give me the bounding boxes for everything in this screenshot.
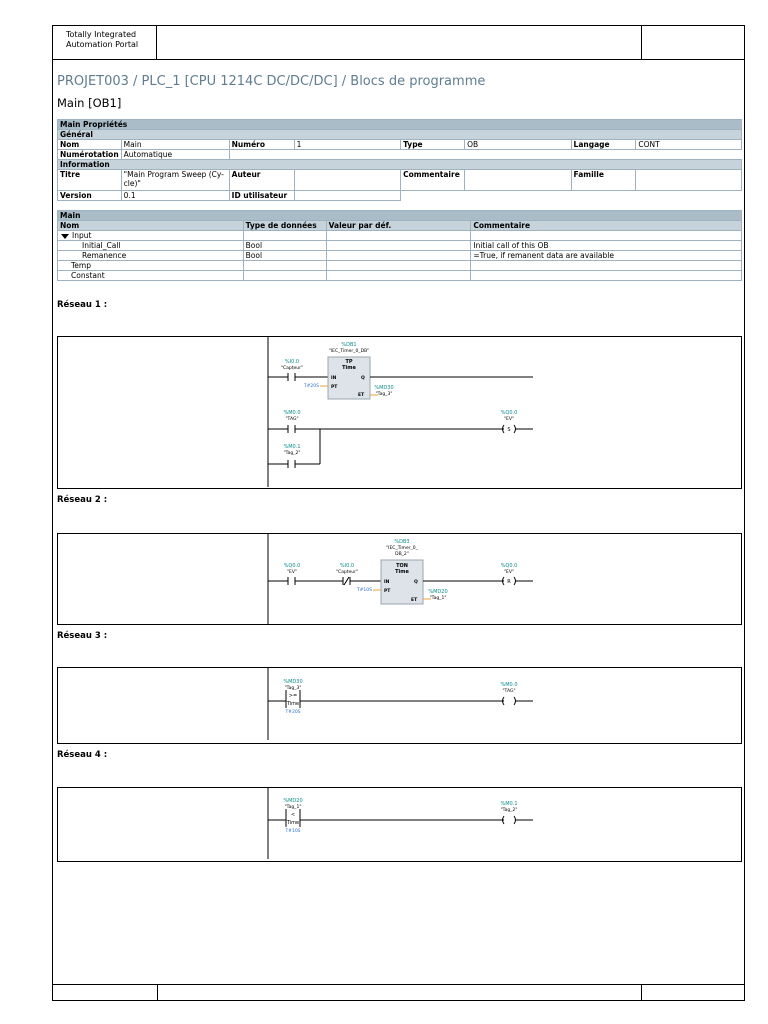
interface-row-default bbox=[326, 261, 471, 271]
version-label: Version bbox=[58, 191, 122, 201]
compare-name: "Tag_1" bbox=[284, 805, 302, 810]
network-2-panel bbox=[57, 533, 742, 625]
numerotation-value: Automatique bbox=[121, 150, 229, 160]
nom-value: Main bbox=[121, 140, 229, 150]
coil-address: %Q0.0 bbox=[500, 410, 518, 416]
interface-row-type: Bool bbox=[243, 251, 326, 261]
contact-address: %M0.1 bbox=[283, 444, 301, 450]
page-subtitle: Main [OB1] bbox=[57, 96, 122, 110]
compare-name: "Tag_3" bbox=[284, 686, 302, 691]
db-name: "IEC_Timer_0_DB" bbox=[328, 349, 370, 354]
contact-address: %Q0.0 bbox=[283, 563, 301, 569]
pin-q: Q bbox=[361, 376, 365, 381]
compare-operator: < bbox=[290, 812, 296, 818]
col-header-nom: Nom bbox=[58, 221, 244, 231]
network-3-panel bbox=[57, 667, 742, 744]
titre-label: Titre bbox=[58, 170, 122, 191]
contact-name: "Capteur" bbox=[335, 570, 359, 575]
reset-coil-symbol: R bbox=[507, 579, 511, 585]
interface-header-row bbox=[58, 221, 742, 231]
famille-label: Famille bbox=[571, 170, 636, 191]
coil-name: "TAG" bbox=[502, 689, 516, 694]
type-value: OB bbox=[465, 140, 571, 150]
block-properties-table bbox=[57, 119, 742, 201]
langage-value: CONT bbox=[636, 140, 742, 150]
properties-row bbox=[58, 191, 742, 201]
coil-address: %M0.0 bbox=[500, 682, 518, 688]
network-1-diagram bbox=[58, 337, 743, 490]
db-name: "IEC_Timer_0_ bbox=[386, 546, 418, 551]
interface-row-name[interactable]: Input bbox=[58, 231, 244, 241]
header-divider bbox=[641, 26, 642, 59]
pin-et: ET bbox=[411, 598, 418, 603]
interface-row-comment bbox=[471, 231, 742, 241]
pt-value: T#10S bbox=[356, 588, 372, 593]
coil-address: %Q0.0 bbox=[500, 563, 518, 569]
interface-row-default bbox=[326, 271, 471, 281]
interface-row-type bbox=[243, 231, 326, 241]
et-address: %MD30 bbox=[374, 385, 394, 391]
pin-pt: PT bbox=[384, 589, 391, 594]
commentaire-label: Commentaire bbox=[401, 170, 465, 191]
nom-label: Nom bbox=[58, 140, 122, 150]
network-4-label: Réseau 4 : bbox=[57, 750, 108, 760]
compare-address: %MD30 bbox=[283, 679, 303, 685]
network-4-panel bbox=[57, 787, 742, 862]
general-section-row bbox=[58, 130, 742, 140]
compare-value: T#20S bbox=[285, 710, 301, 715]
app-name-line2: Automation Portal bbox=[66, 40, 139, 49]
network-1-label: Réseau 1 : bbox=[57, 300, 108, 310]
interface-section-row bbox=[58, 211, 742, 221]
numero-value: 1 bbox=[294, 140, 400, 150]
collapse-triangle-icon[interactable] bbox=[61, 234, 69, 239]
block-interface-table bbox=[57, 210, 742, 281]
pin-et: ET bbox=[358, 393, 365, 398]
page-title: PROJET003 / PLC_1 [CPU 1214C DC/DC/DC] / Blocs de programme bbox=[57, 74, 486, 89]
pin-in: IN bbox=[384, 580, 390, 585]
famille-value bbox=[636, 170, 742, 191]
interface-row-name: Initial_Call bbox=[58, 241, 244, 251]
col-header-comment: Commentaire bbox=[471, 221, 742, 231]
et-address: %MD20 bbox=[428, 589, 448, 595]
block-subtype: Time bbox=[395, 569, 409, 575]
network-2-diagram bbox=[58, 534, 743, 626]
block-type: TP bbox=[345, 359, 353, 365]
interface-row-comment bbox=[471, 271, 742, 281]
contact-name: "TAG" bbox=[285, 417, 299, 422]
interface-row-type bbox=[243, 271, 326, 281]
app-name-line1: Totally Integrated bbox=[66, 30, 137, 39]
interface-row-type: Bool bbox=[243, 241, 326, 251]
version-value: 0.1 bbox=[121, 191, 229, 201]
table-row[interactable] bbox=[58, 231, 742, 241]
network-3-label: Réseau 3 : bbox=[57, 631, 108, 641]
pin-in: IN bbox=[331, 376, 337, 381]
interface-row-type bbox=[243, 261, 326, 271]
network-4-diagram bbox=[58, 788, 743, 863]
db-address: %DB1 bbox=[341, 342, 357, 348]
information-section-row bbox=[58, 160, 742, 170]
page-header bbox=[53, 26, 744, 60]
id-utilisateur-label: ID utilisateur bbox=[229, 191, 294, 201]
interface-row-default bbox=[326, 231, 471, 241]
properties-row bbox=[58, 170, 742, 191]
db-name: DB_2" bbox=[395, 552, 409, 557]
network-1-panel bbox=[57, 336, 742, 489]
pin-pt: PT bbox=[331, 385, 338, 390]
network-3-diagram bbox=[58, 668, 743, 745]
interface-row-name: Remanence bbox=[58, 251, 244, 261]
properties-section-row bbox=[58, 120, 742, 130]
id-utilisateur-value bbox=[294, 191, 400, 201]
compare-type: Time bbox=[286, 820, 300, 826]
et-name: "Tag_3" bbox=[375, 392, 393, 397]
compare-type: Time bbox=[286, 701, 300, 707]
set-coil-symbol: S bbox=[507, 427, 511, 433]
coil-name: "EV" bbox=[503, 417, 515, 422]
interface-row-default bbox=[326, 241, 471, 251]
footer-divider bbox=[641, 985, 642, 1001]
contact-name: "EV" bbox=[286, 570, 298, 575]
interface-row-comment bbox=[471, 261, 742, 271]
numerotation-label: Numérotation bbox=[58, 150, 122, 160]
properties-row bbox=[58, 150, 742, 160]
type-label: Type bbox=[401, 140, 465, 150]
interface-row-name: Constant bbox=[58, 271, 244, 281]
interface-row-default bbox=[326, 251, 471, 261]
compare-value: T#10S bbox=[285, 829, 301, 834]
numero-label: Numéro bbox=[229, 140, 294, 150]
pt-value: T#20S bbox=[303, 384, 319, 389]
db-address: %DB3 bbox=[394, 539, 410, 545]
network-2-label: Réseau 2 : bbox=[57, 495, 108, 505]
contact-name: "Capteur" bbox=[280, 366, 304, 371]
contact-name: "Tag_2" bbox=[283, 451, 301, 456]
auteur-label: Auteur bbox=[229, 170, 294, 191]
table-row[interactable] bbox=[58, 261, 742, 271]
et-name: "Tag_1" bbox=[429, 596, 447, 601]
app-name bbox=[53, 26, 157, 59]
interface-section-title: Main bbox=[58, 211, 742, 221]
col-header-default: Valeur par déf. bbox=[326, 221, 471, 231]
auteur-value bbox=[294, 170, 400, 191]
table-row[interactable] bbox=[58, 241, 742, 251]
footer-divider bbox=[157, 985, 158, 1001]
table-row[interactable] bbox=[58, 271, 742, 281]
interface-row-comment: Initial call of this OB bbox=[471, 241, 742, 251]
col-header-type: Type de données bbox=[243, 221, 326, 231]
interface-row-comment: =True, if remanent data are available bbox=[471, 251, 742, 261]
titre-value: "Main Program Sweep (Cy- cle)" bbox=[121, 170, 229, 191]
interface-row-name: Temp bbox=[58, 261, 244, 271]
coil-name: "Tag_2" bbox=[500, 808, 518, 813]
block-subtype: Time bbox=[342, 365, 356, 371]
contact-address: %I0.0 bbox=[339, 563, 355, 569]
table-row[interactable] bbox=[58, 251, 742, 261]
langage-label: Langage bbox=[571, 140, 636, 150]
information-section-title: Information bbox=[58, 160, 742, 170]
compare-address: %MD20 bbox=[283, 798, 303, 804]
compare-operator: >= bbox=[288, 693, 298, 699]
properties-section-title: Main Propriétés bbox=[58, 120, 742, 130]
pin-q: Q bbox=[414, 580, 418, 585]
coil-name: "EV" bbox=[503, 570, 515, 575]
contact-address: %I0.0 bbox=[284, 359, 300, 365]
block-type: TON bbox=[396, 563, 408, 569]
page-footer bbox=[53, 984, 744, 1000]
contact-address: %M0.0 bbox=[283, 410, 301, 416]
coil-address: %M0.1 bbox=[500, 801, 518, 807]
general-section-title: Général bbox=[58, 130, 742, 140]
properties-row bbox=[58, 140, 742, 150]
commentaire-value bbox=[465, 170, 571, 191]
